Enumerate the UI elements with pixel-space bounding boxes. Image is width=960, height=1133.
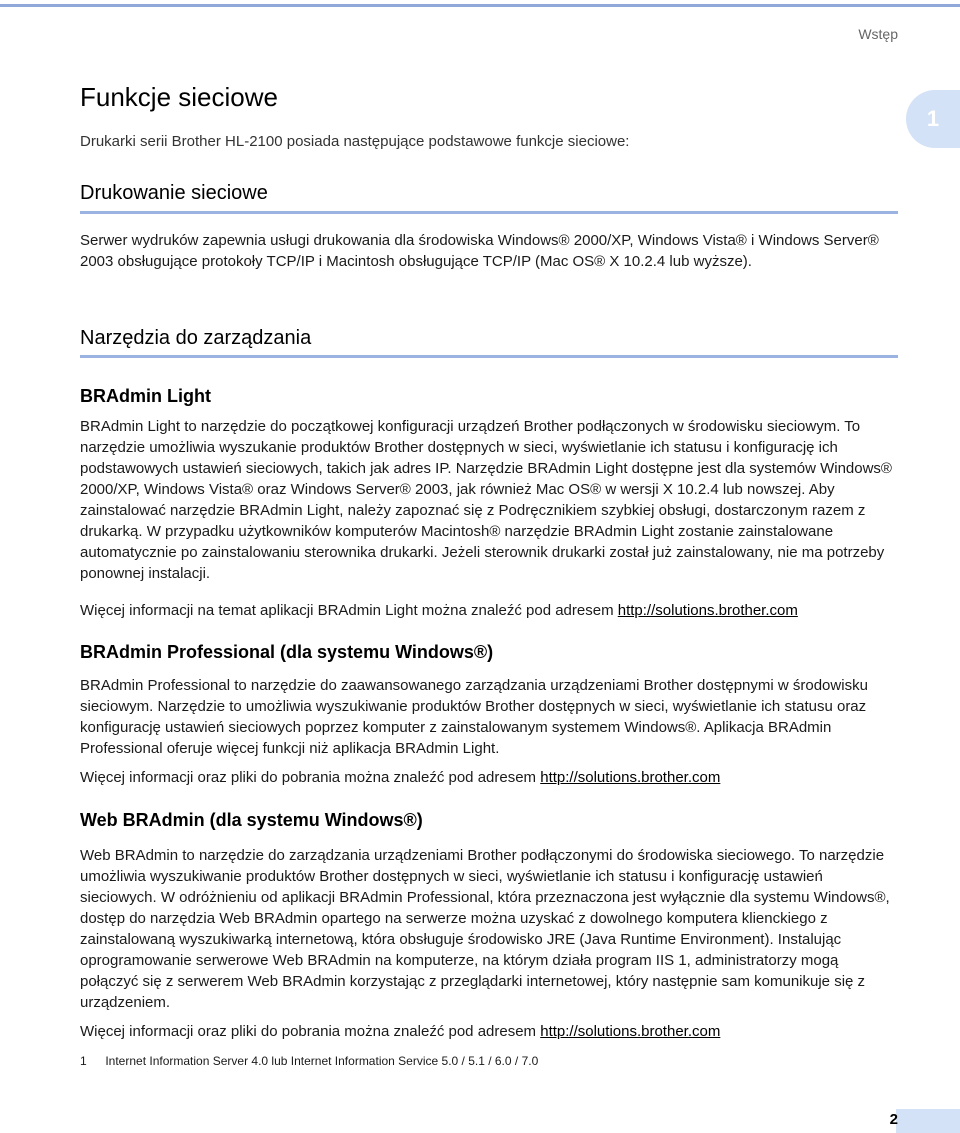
bradmin-professional-text: BRAdmin Professional to narzędzie do zaawansowanego zarządzania urządzeniami Brother dostępnymi w środowisku sieciowym. Narzędzie to umożliwia wyszukiwanie produktów Brother dostępnych w sieci, wyświetlanie ich statusu oraz konfigurację ustawień sieciowych poprzez komputer z zainstalowanym systemem Windows®. Aplikacja BRAdmin Professional oferuje więcej funkcji niż aplikacja BRAdmin Light.: [80, 677, 868, 757]
heading-web-bradmin: Web BRAdmin (dla systemu Windows®): [80, 810, 423, 830]
page-number: 2: [889, 1111, 898, 1128]
bradmin-professional-more: [80, 769, 898, 786]
solutions-link[interactable]: http://solutions.brother.com: [540, 769, 721, 786]
heading-bradmin-light: BRAdmin Light: [80, 386, 211, 406]
more-info-text: Więcej informacji na temat aplikacji BRAdmin Light można znaleźć pod adresem: [80, 602, 614, 619]
more-info-text: Więcej informacji oraz pliki do pobrania można znaleźć pod adresem: [80, 769, 537, 786]
solutions-link[interactable]: http://solutions.brother.com: [617, 602, 798, 619]
solutions-link[interactable]: http://solutions.brother.com: [540, 1023, 721, 1040]
footnote: [80, 1054, 538, 1068]
network-printing-text: Serwer wydruków zapewnia usługi drukowania dla środowiska Windows® 2000/XP, Windows Vista® i Windows Server® 2003 obsługujące protokoły TCP/IP i Macintosh obsługujące TCP/IP (Mac OS® X 10.2.4 lub wyższe).: [80, 232, 879, 270]
intro-text: Drukarki serii Brother HL-2100 posiada następujące podstawowe funkcje sieciowe:: [80, 133, 630, 150]
running-header: Wstęp: [858, 26, 898, 42]
heading-management-tools: Narzędzia do zarządzania: [80, 327, 312, 349]
page-title: Funkcje sieciowe: [80, 82, 278, 112]
web-bradmin-more: [80, 1023, 898, 1040]
more-info-text: Więcej informacji oraz pliki do pobrania można znaleźć pod adresem: [80, 1023, 537, 1040]
bradmin-light-text: BRAdmin Light to narzędzie do początkowej konfiguracji urządzeń Brother podłączonych w środowisku sieciowym. To narzędzie umożliwia wyszukanie produktów Brother dostępnych w sieci, wyświetlanie ich statusu i konfigurację ich podstawowych ustawień sieciowych, takich jak adres IP. Narzędzie BRAdmin Light dostępne jest dla systemów Windows® 2000/XP, Windows Vista® oraz Windows Server® 2003, jak również Mac OS® w wersji X 10.2.4 lub nowszej. Aby zainstalować narzędzie BRAdmin Light, należy zapoznać się z Podręcznikiem szybkiej obsługi, dostarczonym razem z drukarką. W przypadku użytkowników komputerów Macintosh® narzędzie BRAdmin Light zostanie zainstalowane automatycznie po zainstalowaniu sterownika drukarki. Jeżeli sterownik drukarki został już zainstalowany, nie ma potrzeby ponownej instalacji.: [80, 418, 892, 582]
heading-rule: [80, 211, 898, 214]
bradmin-light-more: [80, 602, 898, 619]
heading-bradmin-professional: BRAdmin Professional (dla systemu Windows®): [80, 642, 494, 662]
web-bradmin-text: Web BRAdmin to narzędzie do zarządzania urządzeniami Brother podłączonymi do środowiska sieciowego. To narzędzie umożliwia wyszukiwanie produktów Brother dostępnych w sieci, wyświetlanie ich statusu i konfigurację ustawień sieciowych. W odróżnieniu od aplikacji BRAdmin Professional, która przeznaczona jest wyłącznie dla systemu Windows®, dostęp do narzędzia Web BRAdmin opartego na serwerze można uzyskać z dowolnego komputera klienckiego z zainstalowaną wyszukiwarką internetową, która obsługuje środowisko JRE (Java Runtime Environment). Instalując oprogramowanie serwerowe Web BRAdmin na komputerze, na którym działa program IIS 1, administratorzy mogą połączyć się z serwerem Web BRAdmin korzystając z przeglądarki internetowej, który następnie sam komunikuje się z urządzeniem.: [80, 847, 890, 1011]
heading-network-printing: Drukowanie sieciowe: [80, 182, 268, 204]
page-number-bar: [896, 1109, 960, 1133]
heading-rule: [80, 355, 898, 358]
chapter-tab: 1: [906, 90, 960, 148]
footnote-number: 1: [80, 1054, 87, 1068]
footnote-text: Internet Information Server 4.0 lub Internet Information Service 5.0 / 5.1 / 6.0 / 7.0: [105, 1054, 539, 1068]
header-rule: [0, 4, 960, 7]
